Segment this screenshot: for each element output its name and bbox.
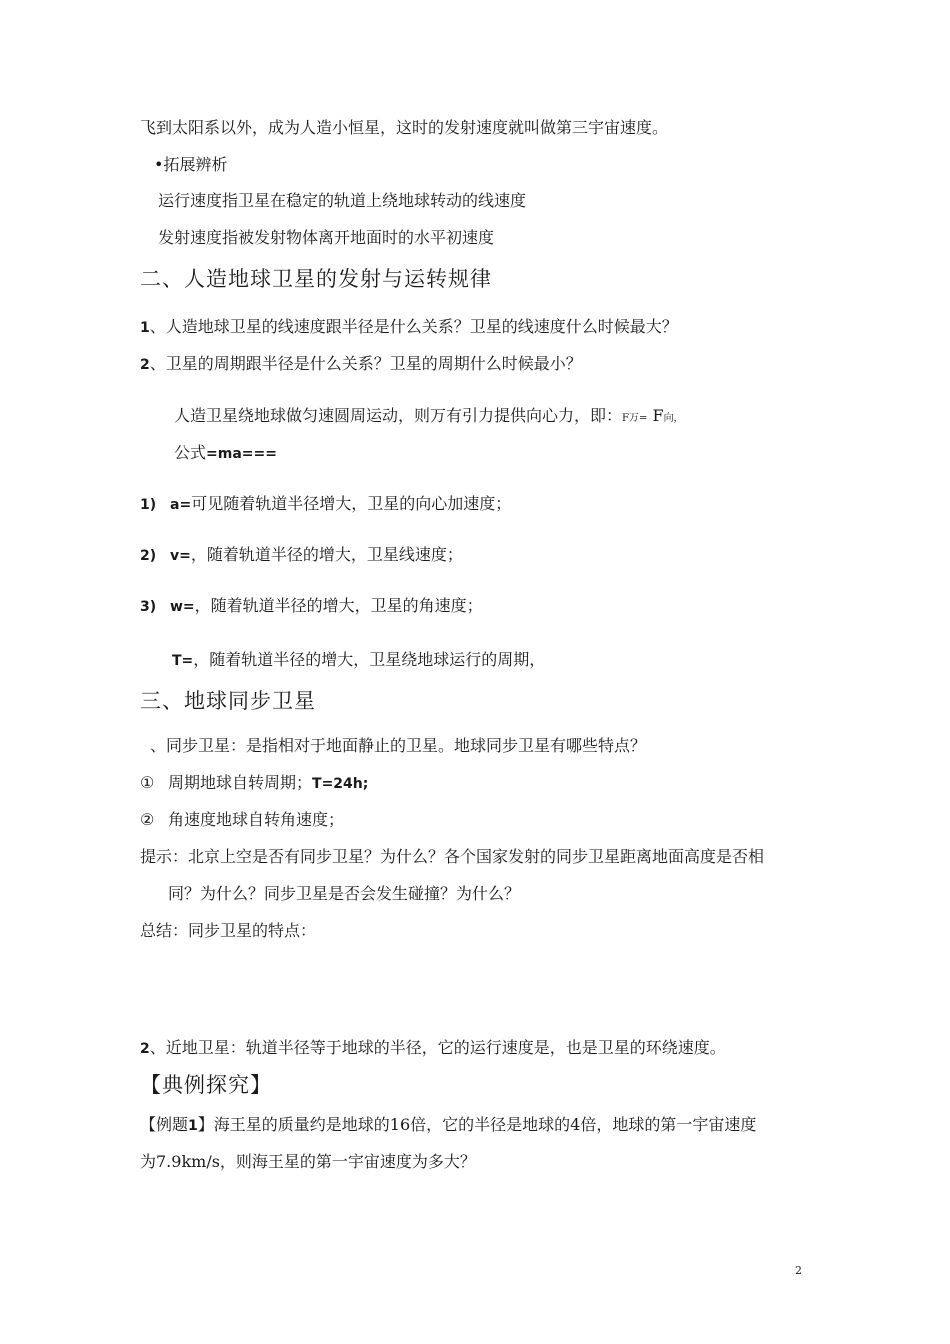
text-line: 运行速度指卫星在稳定的轨道上绕地球转动的线速度 [158,191,527,210]
question-text: 、卫星的周期跟半径是什么关系？卫星的周期什么时候最小？ [149,354,582,373]
section-heading: 【典例探究】 [140,1073,272,1097]
list-item [140,596,483,617]
page-number: 2 [795,1264,802,1277]
formula-intro [174,406,684,429]
variable: T= [172,653,194,669]
characteristic-item [140,810,344,830]
list-text: 可见随着轨道半径增大，卫星的向心加速度； [191,494,512,513]
text-line: 、同步卫星：是指相对于地面静止的卫星。地球同步卫星有哪些特点？ [150,736,647,755]
text-line [140,1038,726,1059]
variable: v= [170,548,191,564]
list-item [172,650,545,671]
list-item [140,494,511,515]
example-label: 【例题 [140,1115,189,1134]
list-item [140,545,463,566]
list-text: ，随着轨道半径的增大，卫星绕地球运行的周期， [193,650,546,669]
list-number: 3) [140,599,157,615]
list-number: 2) [140,548,157,564]
variable: a= [170,497,192,513]
force-symbol: F [652,406,664,425]
list-text: ，随着轨道半径的增大，卫星的角速度； [194,596,483,615]
section-heading: 二、人造地球卫星的发射与运转规律 [140,267,492,291]
characteristic-item [140,773,368,794]
example-label: 】 [197,1115,214,1134]
circled-number: ① [140,773,155,792]
question-number: 1 [140,320,150,336]
formula-intro-text: 人造卫星绕地球做匀速圆周运动，则万有引力提供向心力，即： [174,406,623,425]
force-label: 万= [628,413,648,424]
question-number: 2 [140,357,150,373]
characteristic-text: 角速度地球自转角速度； [168,810,345,829]
question-1 [140,317,678,338]
question-text: 、人造地球卫星的线速度跟半径是什么关系？卫星的线速度什么时候最大？ [149,317,678,336]
text-line: 飞到太阳系以外，成为人造小恒星，这时的发射速度就叫做第三宇宙速度。 [140,118,669,137]
item-text: 、近地卫星：轨道半径等于地球的半径，它的运行速度是，也是卫星的环绕速度。 [149,1038,726,1057]
formula-line [174,443,277,464]
question-2 [140,354,582,375]
item-number: 2 [140,1041,150,1057]
text-line: 发射速度指被发射物体离开地面时的水平初速度 [158,228,495,247]
force-label: 向， [663,413,684,424]
variable: w= [170,599,195,615]
formula-label: 公式 [174,443,207,462]
example-text: 海王星的质量约是地球的16倍，它的半径是地球的4倍，地球的第一宇宙速度 [213,1115,757,1134]
example-line: 为7.9km/s，则海王星的第一宇宙速度为多大？ [140,1152,476,1171]
subsection-bullet: •拓展辨析 [154,155,228,174]
list-number: 1) [140,497,157,513]
list-text: ，随着轨道半径的增大，卫星线速度； [190,545,463,564]
hint-line: 提示：北京上空是否有同步卫星？为什么？各个国家发射的同步卫星距离地面高度是否相 [140,847,765,866]
characteristic-value: T=24h; [312,776,369,792]
circled-number: ② [140,810,155,829]
characteristic-text: 周期地球自转周期； [168,773,313,792]
force-symbol: F [622,413,629,424]
example-line [140,1115,756,1136]
section-heading: 三、地球同步卫星 [140,689,316,713]
example-number: 1 [188,1118,198,1134]
formula-value: =ma=== [206,446,277,462]
hint-line: 同？为什么？同步卫星是否会发生碰撞？为什么？ [168,884,521,903]
summary-line: 总结：同步卫星的特点： [140,921,317,940]
